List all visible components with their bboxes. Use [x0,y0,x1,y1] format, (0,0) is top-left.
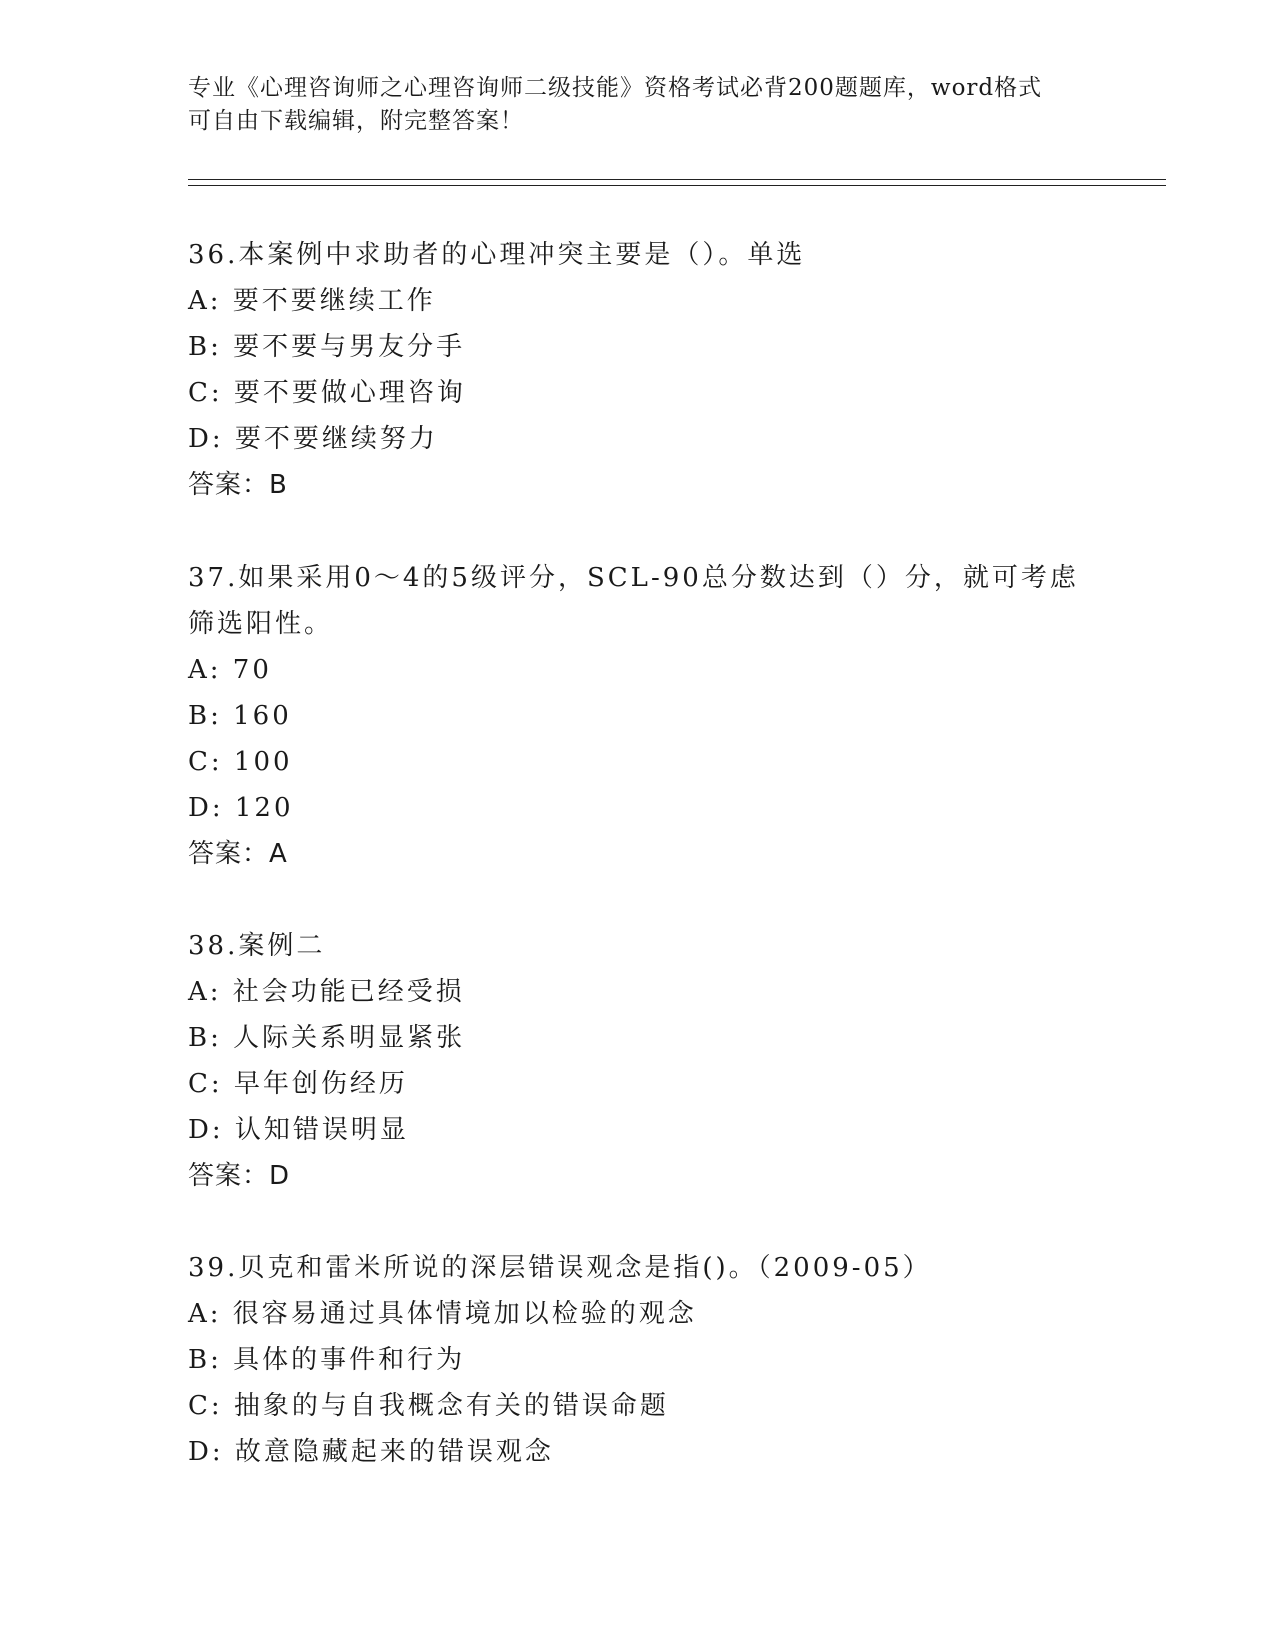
option-a: A: 70 [188,655,272,685]
header-divider-top [188,179,1166,180]
option-d: D: 要不要继续努力 [188,424,438,454]
header-line-1: 专业《心理咨询师之心理咨询师二级技能》资格考试必背200题题库，word格式 [188,75,1043,101]
option-b: B: 人际关系明显紧张 [188,1023,466,1053]
answer: 答案：A [188,839,288,869]
question-stem: 38.案例二 [188,931,326,961]
option-d: D: 故意隐藏起来的错误观念 [188,1437,554,1467]
option-c: C: 100 [188,747,293,777]
question-37 [188,555,1088,877]
option-b: B: 160 [188,701,292,731]
answer: 答案：D [188,1161,291,1191]
question-38 [188,923,1088,1199]
option-a: A: 要不要继续工作 [188,286,436,316]
question-39 [188,1245,1088,1475]
header-line-2: 可自由下载编辑，附完整答案！ [188,108,524,134]
answer: 答案：B [188,470,288,500]
option-b: B: 具体的事件和行为 [188,1345,466,1375]
question-36 [188,232,1088,508]
question-stem-line-1: 37.如果采用0～4的5级评分，SCL-90总分数达到（）分，就可考虑 [188,563,1079,593]
header-divider-bottom [188,185,1166,186]
option-d: D: 120 [188,793,294,823]
document-header [188,72,1088,138]
question-stem: 39.贝克和雷米所说的深层错误观念是指()。（2009-05） [188,1253,932,1283]
option-a: A: 社会功能已经受损 [188,977,465,1007]
option-a: A: 很容易通过具体情境加以检验的观念 [188,1299,697,1329]
option-c: C: 要不要做心理咨询 [188,378,466,408]
option-c: C: 早年创伤经历 [188,1069,408,1099]
option-b: B: 要不要与男友分手 [188,332,466,362]
question-stem-line-2: 筛选阳性。 [188,609,334,639]
option-c: C: 抽象的与自我概念有关的错误命题 [188,1391,669,1421]
question-stem: 36.本案例中求助者的心理冲突主要是（）。单选 [188,240,806,270]
option-d: D: 认知错误明显 [188,1115,409,1145]
